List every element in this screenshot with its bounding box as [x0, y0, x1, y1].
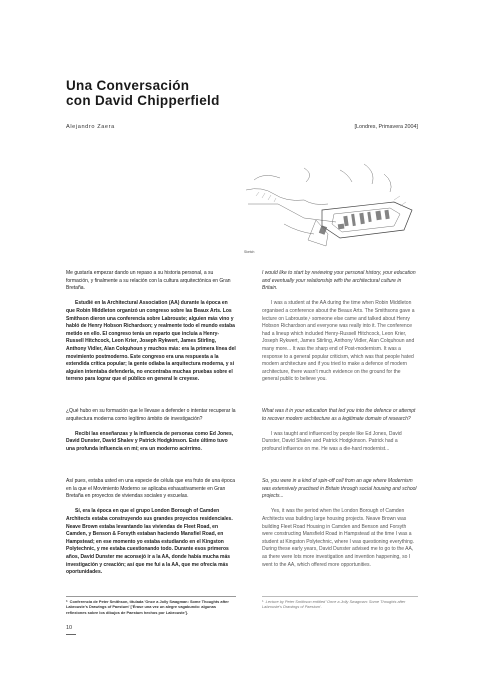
spanish-column-question-3 — [66, 478, 236, 584]
footnote-marker: 1 — [66, 599, 68, 603]
footnote-english-text: Lecture by Peter Smithson entitled 'Once a Jolly Swagman: Some Thoughts after Labrouste's Drawings of Paestum'. — [262, 599, 406, 610]
page-number-rule — [66, 634, 76, 635]
footnote-spanish-text: Conferencia de Peter Smithson, titulada 'Once a Jolly Swagman: Some Thoughts after Labrouste's Drawings of Paestum' ['Érase una vez un alegre vagabundo: algunas reflexiones sobre los dibujos de Paestum hechos por Labrouste']. — [66, 599, 229, 615]
english-paragraph-question-2: What was it in your education that led you into the defence or attempt to recover modern architecture as a legitimate domain of research? — [262, 408, 416, 422]
english-column-question-2 — [262, 408, 418, 461]
spanish-paragraph-intro: Me gustaría empezar dando un repaso a su historia personal, a su formación, y finalmente a su relación con la cultura arquitectónica en Gran Bretaña. — [66, 270, 231, 292]
title-line-1: Una Conversación — [66, 78, 190, 93]
page-number: 10 — [66, 625, 73, 631]
author-name: Alejandro Zaera — [66, 124, 115, 130]
spanish-column — [66, 270, 236, 392]
dateline: [Londres, Primavera 2004] — [354, 124, 418, 130]
english-paragraph-intro: I would like to start by reviewing your personal history, your education and eventually your relationship with the architectural culture in Britain. — [262, 270, 416, 292]
architectural-sketch — [244, 160, 416, 256]
spanish-paragraph-answer-1: Estudié en la Architectural Association (AA) durante la época en que Robin Middleton organizó un congreso sobre las Beaux Arts. Los Smithson dieron una conferencia sobre Labrouste; alguien más vino y habló de Henry Hobson Richardson; y realmente todo el mundo estaba metido en ello. El congreso tenía un reparto que incluía a Henry-Russell Hitchcock, Leon Krier, Joseph Rykwert, James Stirling, Anthony Vidler, Alan Colquhoun y muchos más: era la primera línea del movimiento postmoderno. Este congreso era una respuesta a la extendida crítica popular; la gente odiaba la arquitectura moderna, y si alguien intentaba defenderla, no encontraba muchas pruebas sobre el terreno para lograr que el público en general le creyese. — [66, 300, 236, 383]
english-column-question-3 — [262, 478, 418, 577]
article-title — [66, 78, 366, 108]
english-column — [262, 270, 418, 392]
spanish-paragraph-question-3: Así pues, estaba usted en una especie de célula que era fruto de una época en la que el Movimiento Moderno se aplicaba exhaustivamente en Gran Bretaña en proyectos de viviendas sociales y escuelas. — [66, 478, 236, 500]
footnote-marker: 1 — [262, 599, 264, 603]
english-paragraph-answer-3: Yes, it was the period when the London Borough of Camden Architects was building large housing projects. Neave Brown was building Fleet Road Housing in Camden and Benson and Forsyth were constructing Mansfield Road in Hampstead at the time I was a student at Kingston Polytechnic, where I was questioning everything. During these early years, David Dunster advised me to go to the AA, as there were lots more investigation and invention happening, so I went to the AA, which offered more opportunities. — [262, 508, 415, 568]
english-paragraph-answer-2: I was taught and influenced by people like Ed Jones, David Dunster, David Shalev and Patrick Hodgkinson. Patrick had a profound influence on me. He was a die-hard modernist... — [262, 430, 402, 452]
english-paragraph-question-3: So, you were in a kind of spin-off cell from an age where Modernism was extensively practised in Britain through social housing and school projects... — [262, 478, 417, 500]
footnote-rule-right — [262, 596, 418, 597]
english-paragraph-answer-1: I was a student at the AA during the time when Robin Middleton organised a conference about the Beaux Arts. The Smithsons gave a lecture on Labrouste,¹ someone else came and talked about Henry Hobson Richardson and everyone was really into it. The conference had a lineup which included Henry-Russell Hitchcock, Leon Krier, Joseph Rykwert, James Stirling, Anthony Vidler, Alan Colquhoun and many more... It was the sharp end of Post-modernism. It was a response to a general popular criticism, which was that people hated modern architecture and if you tried to make a defence of modern architecture, there wasn't much evidence on the ground for the general public to believe you. — [262, 300, 415, 383]
spanish-paragraph-answer-2: Recibí las enseñanzas y la influencia de personas como Ed Jones, David Dunster, David Shalev y Patrick Hodgkinson. Este último tuvo una profunda influencia en mí; era un moderno acérrimo. — [66, 430, 234, 452]
spanish-column-question-2 — [66, 408, 236, 461]
spanish-paragraph-answer-3: Sí, era la época en que el grupo London Borough of Camden Architects estaba construyendo sus grandes proyectos residenciales. Neave Brown estaba levantando las viviendas de Fleet Road, en Camden, y Benson & Forsyth estaban haciendo Mansfiel Road, en Hampstead; en ese momento yo estaba estudiando en el Kingston Polytechnic, y me estaba cuestionando todo. Durante esos primeros años, David Dunster me aconsejó ir a la AA, donde había mucha más investigación y creación; así que me fui a la AA, que me ofrecía más oportunidades. — [66, 508, 233, 576]
title-line-2: con David Chipperfield — [66, 93, 220, 108]
footnote-english — [262, 599, 418, 610]
figure-caption: Sketch — [244, 250, 255, 254]
spanish-paragraph-question-2: ¿Qué hubo en su formación que le llevase a defender o intentar recuperar la arquitectura moderna como legítimo ámbito de investigación? — [66, 408, 236, 422]
footnote-spanish — [66, 599, 236, 615]
footnote-rule-left — [66, 596, 236, 597]
